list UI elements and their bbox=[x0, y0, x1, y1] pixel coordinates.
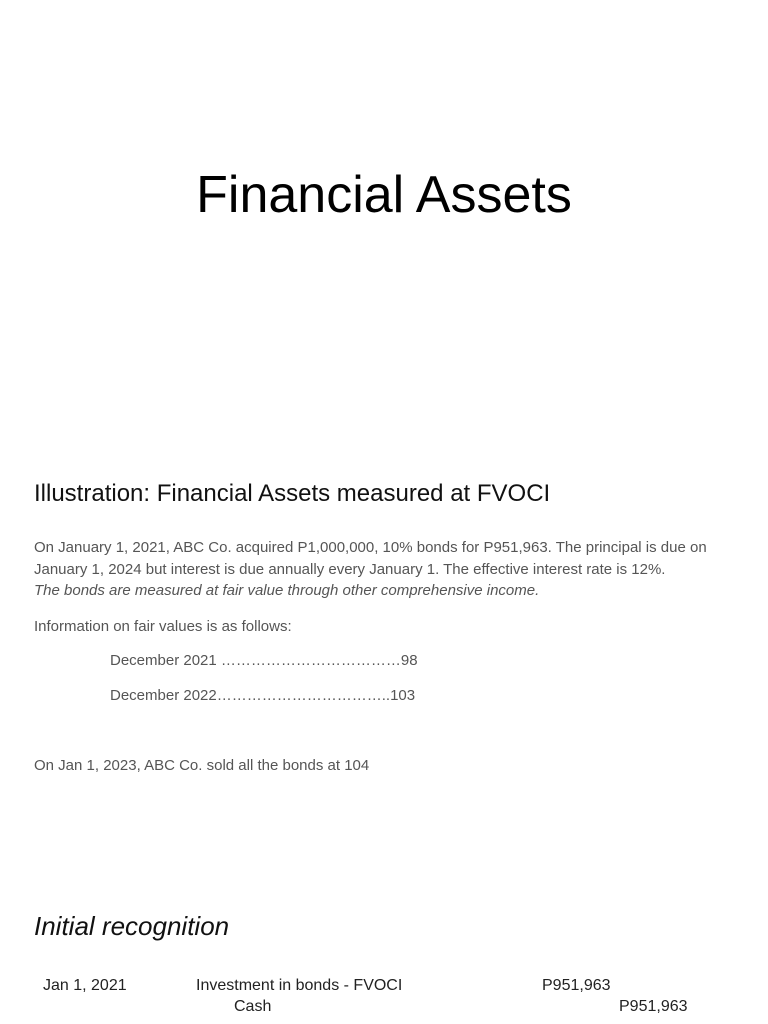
journal-entry-debit-amount: P951,963 bbox=[542, 977, 611, 994]
page-title: Financial Assets bbox=[196, 166, 572, 224]
journal-entry-date: Jan 1, 2021 bbox=[43, 977, 127, 994]
problem-paragraph bbox=[34, 537, 744, 602]
fair-value-row-2021: December 2021 ………………………………98 bbox=[110, 652, 418, 669]
fair-value-intro: Information on fair values is as follows: bbox=[34, 618, 292, 635]
journal-entry-credit-account: Cash bbox=[234, 998, 272, 1015]
journal-entry-credit-amount: P951,963 bbox=[619, 998, 688, 1015]
illustration-heading: Illustration: Financial Assets measured at FVOCI bbox=[34, 480, 551, 507]
journal-entry-debit-account: Investment in bonds - FVOCI bbox=[196, 977, 403, 994]
initial-recognition-heading: Initial recognition bbox=[34, 911, 230, 941]
fair-value-row-2022: December 2022……………………………..103 bbox=[110, 687, 416, 704]
problem-text: On January 1, 2021, ABC Co. acquired P1,000,000, 10% bonds for P951,963. The principal is due on January 1, 2024 but interest is due annually every January 1. The effective interest rate is 12%. bbox=[34, 539, 707, 578]
problem-measurement-note: The bonds are measured at fair value through other comprehensive income. bbox=[34, 582, 540, 599]
sale-note: On Jan 1, 2023, ABC Co. sold all the bonds at 104 bbox=[34, 757, 370, 774]
